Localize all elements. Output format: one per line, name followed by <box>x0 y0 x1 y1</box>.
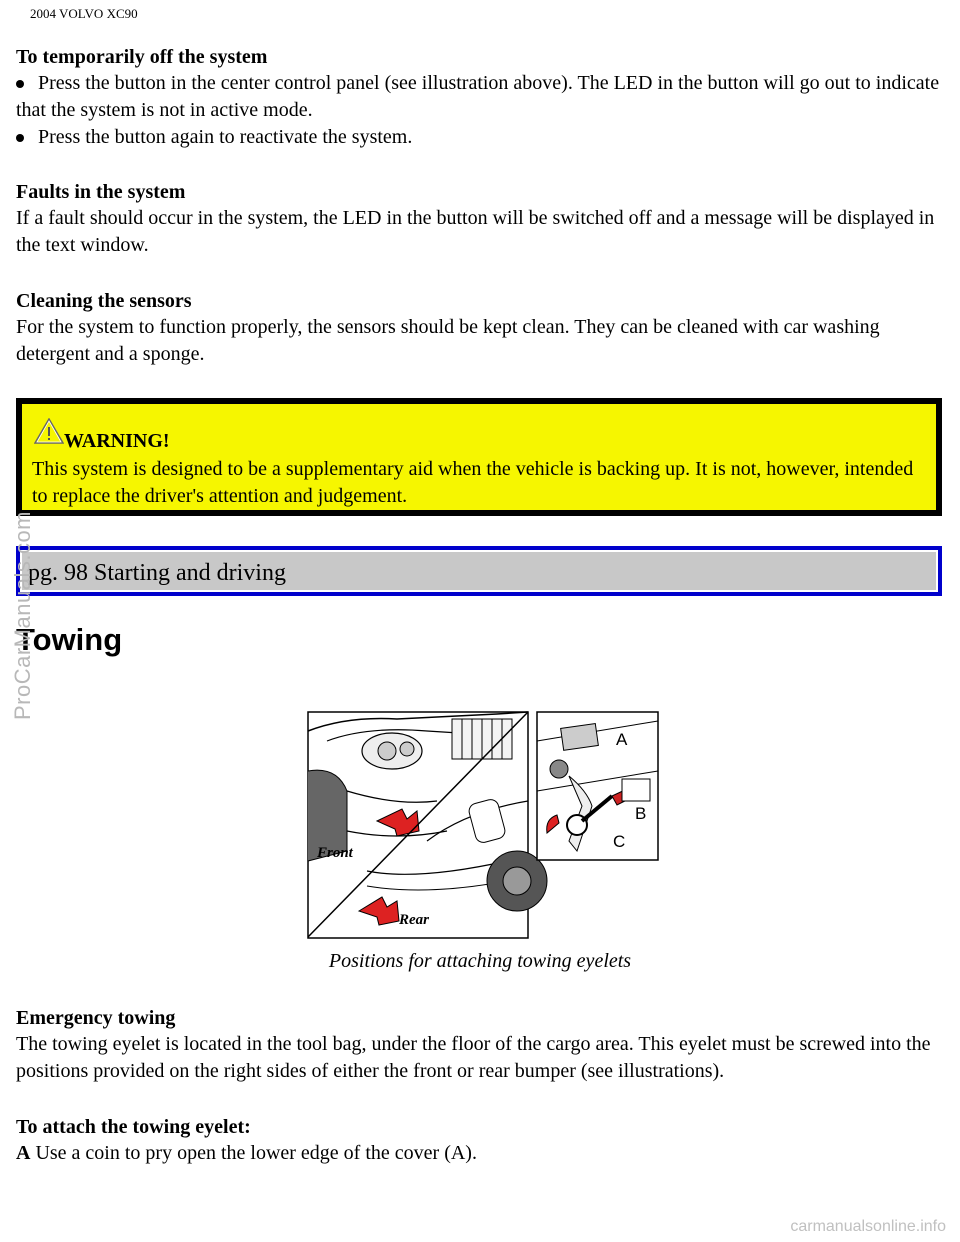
footer-watermark: carmanualsonline.info <box>790 1218 946 1235</box>
heading-emergency-towing: Emergency towing <box>16 1007 176 1029</box>
bullet-icon <box>16 80 24 88</box>
heading-temporarily-off: To temporarily off the system <box>16 46 268 68</box>
heading-faults: Faults in the system <box>16 181 186 203</box>
paragraph-emergency-towing: The towing eyelet is located in the tool bag, under the floor of the cargo area. This eyelet must be screwed into the positions provided on the right sides of either the front or rear bumper (see illustrations). <box>16 1033 931 1082</box>
bullet-icon <box>16 134 24 142</box>
heading-cleaning: Cleaning the sensors <box>16 290 192 312</box>
page-nav-inner <box>20 550 938 592</box>
warning-title: WARNING! <box>64 430 170 452</box>
bullet-item <box>16 124 946 151</box>
step-text: Use a coin to pry open the lower edge of the cover (A). <box>30 1142 477 1164</box>
warning-triangle-icon <box>34 418 64 444</box>
label-c: C <box>613 832 626 851</box>
warning-box-inner <box>20 402 938 512</box>
towing-illustration <box>307 711 659 941</box>
warning-box <box>16 398 942 516</box>
step-a <box>16 1140 946 1167</box>
heading-attach-eyelet: To attach the towing eyelet: <box>16 1116 251 1138</box>
page-nav-label[interactable]: pg. 98 Starting and driving <box>28 560 286 586</box>
eyelet-detail-illustration <box>537 712 658 860</box>
bumper-illustration <box>308 712 547 938</box>
bullet-text: Press the button again to reactivate the system. <box>38 126 413 148</box>
bullet-item <box>16 70 946 124</box>
bullet-text: Press the button in the center control panel (see illustration above). The LED in the button will go out to indicate that the system is not in active mode. <box>16 72 940 121</box>
section-title-towing: Towing <box>16 622 123 657</box>
step-letter: A <box>16 1142 31 1164</box>
figure-caption: Positions for attaching towing eyelets <box>328 950 632 972</box>
watermark-text: ProCarManuals.com <box>10 510 35 720</box>
label-b: B <box>635 804 647 823</box>
warning-text: This system is designed to be a supplementary aid when the vehicle is backing up. It is not, however, intended to replace the driver's attention and judgement. <box>32 458 914 507</box>
label-a: A <box>616 730 628 749</box>
paragraph-faults: If a fault should occur in the system, the LED in the button will be switched off and a message will be displayed in the text window. <box>16 207 935 256</box>
paragraph-cleaning: For the system to function properly, the sensors should be kept clean. They can be cleaned with car washing detergent and a sponge. <box>16 316 880 365</box>
label-rear: Rear <box>399 912 429 928</box>
document-title: 2004 VOLVO XC90 <box>30 6 138 21</box>
page-nav-link[interactable] <box>16 546 942 596</box>
label-front: Front <box>317 845 353 861</box>
